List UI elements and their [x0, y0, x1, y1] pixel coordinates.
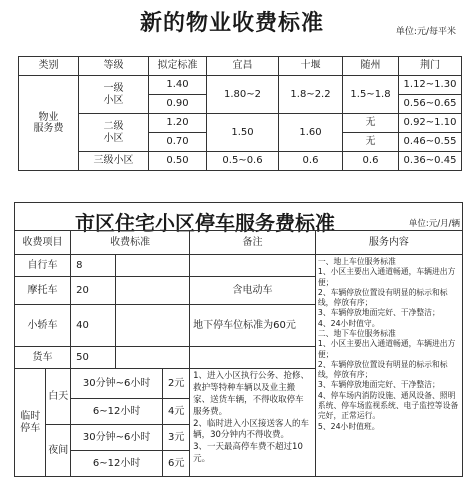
yichang-cell: 0.5~0.6: [207, 152, 279, 171]
note-cell: 含电动车: [190, 277, 316, 305]
jingmen-cell: 0.36~0.45: [399, 152, 462, 171]
table-row: [15, 255, 463, 277]
span-cell: 30分钟~6小时: [71, 369, 163, 399]
span-cell: 6~12小时: [71, 451, 163, 477]
suizhou-cell: 0.6: [343, 152, 399, 171]
item-cell: 货车: [15, 347, 71, 369]
fee-cell: 20: [71, 277, 116, 305]
suizhou-cell: 1.5~1.8: [343, 76, 399, 114]
table-header-row: [15, 231, 463, 255]
table-row: [19, 152, 462, 171]
std-cell: 0.50: [149, 152, 207, 171]
category-cell: 物业 服务费: [19, 76, 79, 171]
service-line: 2、车辆停放位置设有明显的标示和标线，停放有序；: [317, 359, 448, 380]
level-cell: 一级 小区: [79, 76, 149, 114]
fee-cell: 2元: [163, 369, 190, 399]
table-row: [19, 114, 462, 133]
service-line: 4、停车场内消防设施、通风设备、照明系统、停车场监视系统、电子监控等设备完好，正常运行。: [317, 390, 459, 421]
header-cell: 等级: [79, 57, 149, 76]
header-cell: 收费标准: [71, 231, 190, 255]
span-cell: 30分钟~6小时: [71, 425, 163, 451]
suizhou-cell: 无: [343, 133, 399, 152]
service-line: 一、地上车位服务标准: [317, 257, 396, 266]
level-cell: 二级 小区: [79, 114, 149, 152]
shiyan-cell: 0.6: [279, 152, 343, 171]
service-line: 5、24小时值班。: [317, 421, 380, 431]
fee-blank-cell: [116, 347, 190, 369]
header-cell: 备注: [190, 231, 316, 255]
note-line: 3、一天最高停车费不超过10元。: [193, 442, 303, 465]
fee-cell: 3元: [163, 425, 190, 451]
note-line: 1、进入小区执行公务、抢修、救护等特种车辆以及业主搬家、送货车辆，不得收取停车服务费。: [193, 371, 310, 417]
table-row: [19, 76, 462, 95]
std-cell: 1.40: [149, 76, 207, 95]
fee-blank-cell: [116, 277, 190, 305]
fee-cell: 50: [71, 347, 116, 369]
property-fee-title: 新的物业收费标准: [139, 11, 324, 36]
suizhou-cell: 无: [343, 114, 399, 133]
service-line: 1、小区主要出入通道畅通，车辆进出方便；: [317, 267, 456, 287]
span-cell: 6~12小时: [71, 399, 163, 425]
header-cell: 荆门: [399, 57, 462, 76]
note-cell: 地下停车位标准为60元: [190, 305, 316, 347]
property-fee-table: [18, 56, 462, 171]
note-cell: [190, 347, 316, 369]
period-cell: 白天: [46, 369, 71, 425]
yichang-cell: 1.80~2: [207, 76, 279, 114]
service-line: 3、车辆停放地面完好、干净整洁；: [317, 308, 440, 318]
header-cell: 类别: [19, 57, 79, 76]
item-cell: 临时 停车: [15, 369, 46, 477]
jingmen-cell: 0.92~1.10: [399, 114, 462, 133]
service-line: 1、小区主要出入通道畅通，车辆进出方便；: [317, 339, 456, 359]
header-cell: 十堰: [279, 57, 343, 76]
temp-note-cell: [190, 369, 316, 477]
yichang-cell: 1.50: [207, 114, 279, 152]
property-fee-unit: 单位:元/每平米: [395, 27, 456, 37]
header-cell: 服务内容: [315, 231, 462, 255]
fee-cell: 6元: [163, 451, 190, 477]
parking-fee-table: [14, 230, 463, 477]
fee-blank-cell: [116, 305, 190, 347]
fee-cell: 4元: [163, 399, 190, 425]
jingmen-cell: 0.46~0.55: [399, 133, 462, 152]
item-cell: 摩托车: [15, 277, 71, 305]
parking-fee-title: 市区住宅小区停车服务费标准: [75, 211, 335, 235]
jingmen-cell: 0.56~0.65: [399, 95, 462, 114]
service-content-cell: [315, 255, 462, 477]
jingmen-cell: 1.12~1.30: [399, 76, 462, 95]
fee-cell: 40: [71, 305, 116, 347]
note-line: 2、临时进入小区接送客人的车辆，30分钟内不得收费。: [193, 418, 310, 441]
table-header-row: [19, 57, 462, 76]
note-cell: [190, 255, 316, 277]
level-cell: 三级小区: [79, 152, 149, 171]
header-cell: 宜昌: [207, 57, 279, 76]
service-line: 二、地下车位服务标准: [317, 328, 396, 338]
header-cell: 随州: [343, 57, 399, 76]
shiyan-cell: 1.60: [279, 114, 343, 152]
parking-fee-title-box: [14, 202, 463, 235]
header-cell: 拟定标准: [149, 57, 207, 76]
header-cell: 收费项目: [15, 231, 71, 255]
service-line: 2、车辆停放位置设有明显的标示和标线，停放有序；: [317, 287, 448, 308]
shiyan-cell: 1.8~2.2: [279, 76, 343, 114]
fee-blank-cell: [116, 255, 190, 277]
period-cell: 夜间: [46, 425, 71, 477]
std-cell: 0.70: [149, 133, 207, 152]
service-line: 4、24小时值守。: [317, 318, 380, 328]
parking-fee-unit: 单位:元/月/辆: [408, 219, 460, 229]
std-cell: 1.20: [149, 114, 207, 133]
item-cell: 自行车: [15, 255, 71, 277]
fee-cell: 8: [71, 255, 116, 277]
item-cell: 小轿车: [15, 305, 71, 347]
service-line: 3、车辆停放地面完好、干净整洁；: [317, 380, 440, 390]
std-cell: 0.90: [149, 95, 207, 114]
